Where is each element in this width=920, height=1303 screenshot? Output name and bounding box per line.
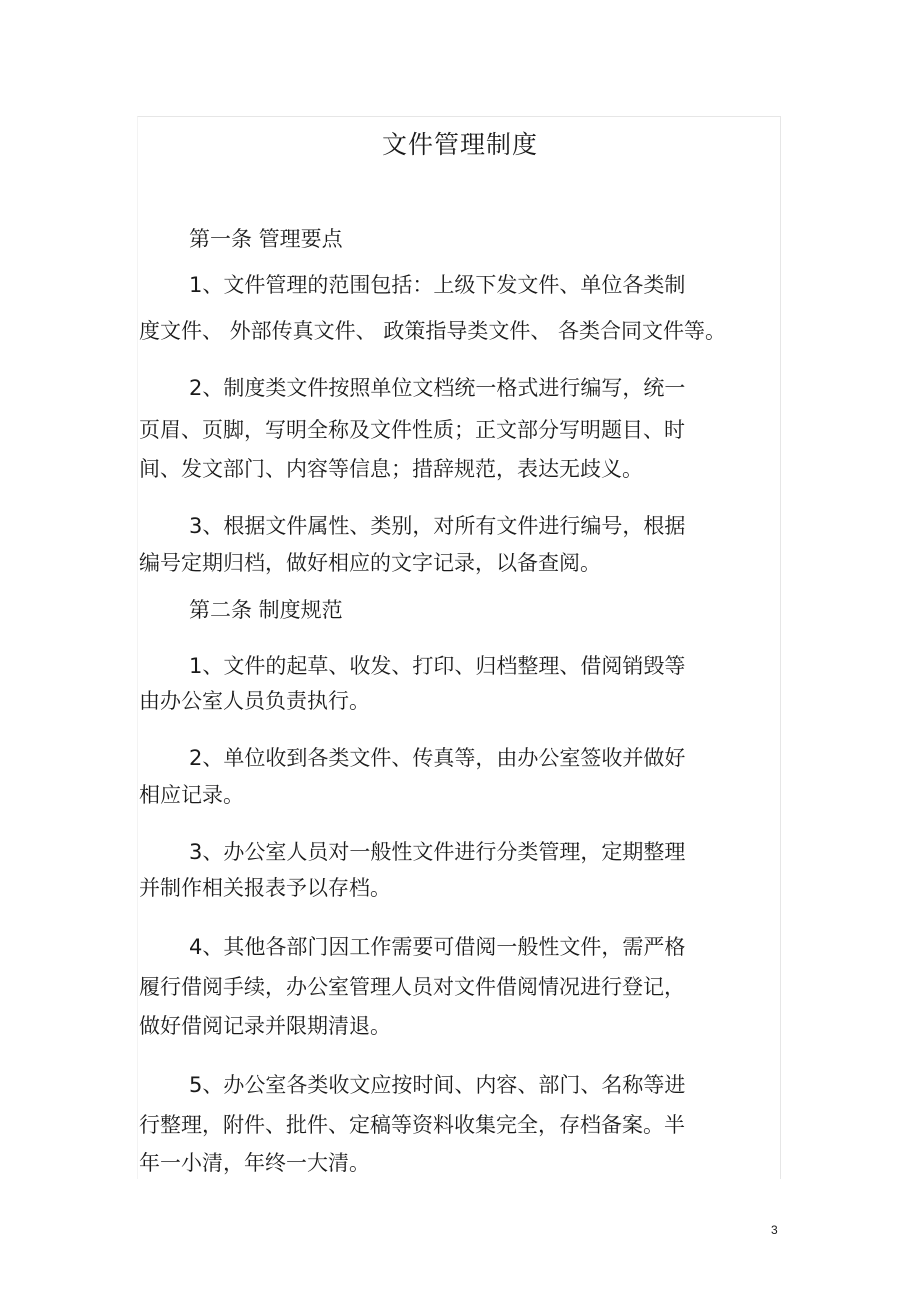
- article-2-item-2-line-1: 2、单位收到各类文件、传真等，由办公室签收并做好: [189, 746, 686, 770]
- article-1-item-2-line-1: 2、制度类文件按照单位文档统一格式进行编写，统一: [189, 376, 686, 400]
- article-2-item-2-line-2: 相应记录。: [139, 783, 244, 807]
- document-title: 文件管理制度: [381, 130, 538, 159]
- article-1-heading: 第一条 管理要点: [189, 227, 343, 251]
- article-2-item-3-line-2: 并制作相关报表予以存档。: [139, 876, 391, 900]
- article-2-item-3-line-1: 3、办公室人员对一般性文件进行分类管理，定期整理: [189, 840, 686, 864]
- article-2-heading: 第二条 制度规范: [189, 598, 343, 622]
- article-2-item-1-line-2: 由办公室人员负责执行。: [139, 689, 370, 713]
- article-2-item-4-line-1: 4、其他各部门因工作需要可借阅一般性文件，需严格: [189, 935, 686, 959]
- article-2-item-5-line-2: 行整理，附件、批件、定稿等资料收集完全，存档备案。半: [139, 1113, 685, 1137]
- article-1-item-2-line-3: 间、发文部门、内容等信息；措辞规范，表达无歧义。: [139, 457, 643, 481]
- article-1-item-2-line-2: 页眉、页脚，写明全称及文件性质；正文部分写明题目、时: [139, 418, 685, 442]
- article-2-item-4-line-3: 做好借阅记录并限期清退。: [139, 1014, 391, 1038]
- article-1-item-3-line-2: 编号定期归档，做好相应的文字记录，以备查阅。: [139, 551, 601, 575]
- page-number: 3: [771, 1223, 778, 1237]
- article-1-item-1-line-1: 1、文件管理的范围包括：上级下发文件、单位各类制: [189, 273, 686, 297]
- article-2-item-4-line-2: 履行借阅手续，办公室管理人员对文件借阅情况进行登记，: [139, 975, 685, 999]
- article-2-item-1-line-1: 1、文件的起草、收发、打印、归档整理、借阅销毁等: [189, 654, 686, 678]
- article-1-item-1-line-2: 度文件、 外部传真文件、 政策指导类文件、 各类合同文件等。: [139, 319, 727, 343]
- article-2-item-5-line-1: 5、办公室各类收文应按时间、内容、部门、名称等进: [189, 1073, 686, 1097]
- article-2-item-5-line-3: 年一小清，年终一大清。: [139, 1151, 370, 1175]
- article-1-item-3-line-1: 3、根据文件属性、类别，对所有文件进行编号，根据: [189, 514, 686, 538]
